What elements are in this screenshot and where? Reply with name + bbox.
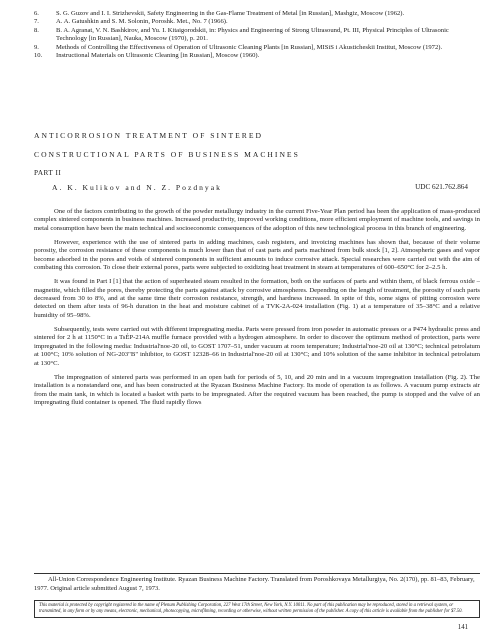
- reference-item: [34, 10, 480, 18]
- reference-text: A. A. Gatushkin and S. M. Solonin, Poroshk. Met., No. 7 (1966).: [56, 18, 228, 26]
- reference-number: 10.: [34, 52, 43, 60]
- footnote-text: All-Union Correspondence Engineering Institute. Ryazan Business Machine Factory. Translated from Poroshkovaya Metallurgiya, No. 2(170), pp. 81–83, February, 1977. Original article submitted August 7, 1973.: [34, 576, 475, 592]
- body-paragraph: Subsequently, tests were carried out with different impregnating media. Parts were pressed from iron powder in automatic presses or a P474 hydraulic press and sintered for 2 h at 1150°C in a TsÉP-214A muffle furnace provided with a hydrogen atmosphere. In order to discover the optimum method of protection, parts were impregnated in the following media: Industrial'noe-20 oil, to GOST 1707–51, under vacuum at room temperature; Industrial'noe-20 oil at 130°C; technical petrolatum at 100°C; 10% solution of NG-203"B" inhibitor, to GOST 12328–66 in Industrial'noe-20 oil at 130°C; and 10% solution of the same inhibitor in technical petrolatum at 130°C.: [34, 326, 480, 367]
- article-part: PART II: [34, 169, 62, 177]
- footnote-divider: [34, 573, 480, 574]
- reference-item: [34, 44, 480, 52]
- copyright-notice: This material is protected by copyright registered in the name of Plenum Publishing Corporation, 227 West 17th Street, New York, N.Y. 10011. No part of this publication may be reproduced, stored in a retrieval system, or transmitted, in any form or by any means, electronic, mechanical, photocopying, microfilming, recording or otherwise, without written permission of the publisher. A copy of this article is available from the publisher for $7.50.: [34, 600, 480, 618]
- reference-list: [34, 10, 480, 60]
- footnote: [34, 576, 480, 593]
- reference-text: Methods of Controlling the Effectiveness of Operation of Ultrasonic Cleaning Plants [in Russian], MISiS i Akusticheskii Institut, Moscow (1972).: [56, 43, 443, 51]
- reference-number: 8.: [34, 26, 39, 34]
- body-paragraph: It was found in Part I [1] that the action of superheated steam resulted in the formation, both on the surfaces of parts and within them, of black ferrous oxide – magnetite, which filled the pores, thereby protecting the parts against attack by corrosive atmospheres. Depending on the length of treatment, the porosity of such parts decreased from 30 to 8%, and at the same time their corrosion resistance, strength, and hardness increased. In spite of this, some signs of pitting corrosion were detected on them after tests of 96-h duration in the heat and moisture cabinet of a TVK-2A-024 installation (Fig. 1) at a temperature of 35–38°C and a relative humidity of 95–98%.: [34, 278, 480, 319]
- reference-text: Instructional Materials on Ultrasonic Cleaning [in Russian], Moscow (1960).: [56, 52, 260, 60]
- page-number: 141: [457, 624, 468, 631]
- article-title-line-1: ANTICORROSION TREATMENT OF SINTERED: [34, 131, 263, 140]
- reference-number: 7.: [34, 18, 39, 26]
- reference-text: B. A. Agranat, V. N. Bashkirov, and Yu. I. Kitaigorodskii, in: Physics and Engineering of Strong Ultrasound, Pt. III, Physical Principles of Ultrasonic Technology [in Russian], Nauka, Moscow (1970), p. 201.: [56, 26, 449, 43]
- reference-number: 9.: [34, 43, 39, 51]
- body-paragraph: However, experience with the use of sintered parts in adding machines, cash registers, and invoicing machines has shown that, because of their volume porosity, the corrosion resistance of these components is much lower than that of cast parts and parts machined from bulk stock [1, 2]. Atmospheric gases and vapor become adsorbed in the pores and voids of sintered components in sufficient amounts to induce corrosive attack. Special researches were carried out with the aim of combating this corrosion. To close their external pores, parts were subjected to oxidizing heat treatment in steam at temperatures of 600–650°C for 2–2.5 h.: [34, 239, 480, 272]
- reference-number: 6.: [34, 10, 39, 17]
- article-body: [34, 208, 480, 413]
- reference-item: [34, 27, 480, 44]
- body-paragraph: The impregnation of sintered parts was performed in an open bath for periods of 5, 10, and 20 min and in a vacuum impregnation installation (Fig. 2). The installation is a nonstandard one, and has been constructed at the Ryazan Business Machine Factory. Its mode of operation is as follows. A vacuum pump extracts air from the main tank, in which is located a basket with parts to be impregnated. After the required vacuum has been reached, the pump is stopped and the valve of an impregnating fluid container is opened. The fluid rapidly flows: [34, 373, 480, 406]
- article-title-line-2: CONSTRUCTIONAL PARTS OF BUSINESS MACHINES: [34, 150, 300, 159]
- udc-code: UDC 621.762.864: [415, 183, 468, 191]
- body-paragraph: One of the factors contributing to the growth of the powder metallurgy industry in the current Five-Year Plan period has been the application of mass-produced complex sintered components in business machines. Increased productivity, improved working conditions, more efficient employment of machine tools, and savings in metal consumption have been the main technical and socioeconomic consequences of the adoption of this new technological process in this branch of engineering.: [34, 208, 480, 232]
- reference-text: S. G. Guzov and I. I. Strizhevskii, Safety Engineering in the Gas-Flame Treatment of Metal [in Russian], Mashgiz, Moscow (1962).: [56, 10, 405, 17]
- reference-item: [34, 52, 480, 60]
- reference-item: [34, 18, 480, 26]
- article-authors: A. K. Kulikov and N. Z. Pozdnyak: [52, 183, 222, 192]
